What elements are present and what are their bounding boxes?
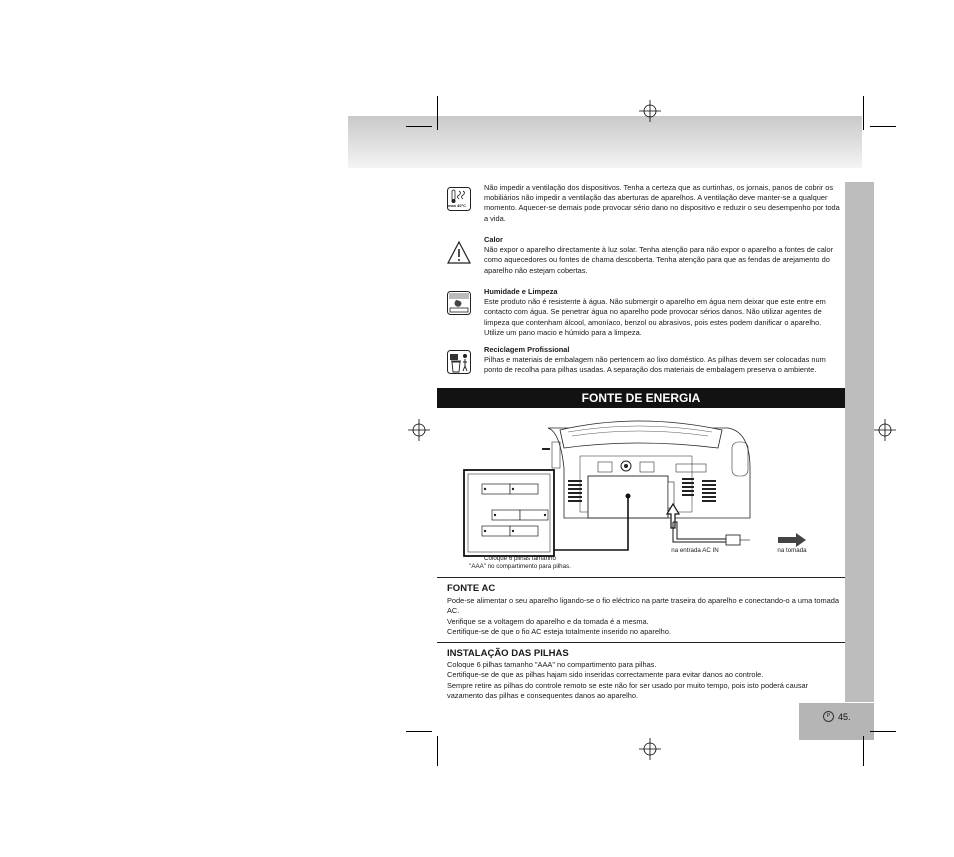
precaution-text: Não expor o aparelho directamente à luz solar. Tenha atenção para não expor o aparelho a fontes de calor como aquecedores ou fontes de chama descoberta. Tenha atenção para que as fendas de arejamento do aparelho não estejam cobertas. [484, 245, 834, 275]
diagram-illustration [460, 418, 820, 568]
power-supply-diagram [460, 418, 820, 568]
crop-mark [863, 96, 864, 130]
precaution-text: Pilhas e materiais de embalagem não pertencem ao lixo doméstico. As pilhas devem ser colocadas num ponto de recolha para pilhas usadas. A separação dos materiais de embalagem preserva o ambiente. [484, 355, 826, 375]
crop-mark [863, 736, 864, 766]
precaution-text: Este produto não é resistente à água. Não submergir o aparelho em água nem deixar que este entre em contacto com água. Se penetrar água no aparelho pode provocar sérios danos. Não utilizar agentes de limpeza que contenham álcool, amoníaco, benzol ou abrasivos, pois estes podem danificar o aparelho. Utilize um pano macio e húmido para a limpeza. [484, 297, 826, 337]
water-drop-icon [447, 291, 471, 315]
precaution-heat [484, 235, 840, 276]
body-line: Pode-se alimentar o seu aparelho ligando-se o fio eléctrico na parte traseira do aparelho e conectando-o a uma tomada AC. [447, 596, 839, 616]
section-title-pilhas: INSTALAÇÃO DAS PILHAS [447, 648, 569, 659]
icon-text: max 40°C [448, 203, 467, 208]
crop-mark [437, 96, 438, 130]
warning-triangle-icon [447, 241, 471, 265]
language-code-badge: P [823, 711, 834, 722]
header-band [348, 116, 862, 168]
precaution-heading: Humidade e Limpeza [484, 287, 558, 296]
crop-mark [406, 126, 432, 127]
precaution-ventilation [484, 183, 840, 224]
socket-label: na tomada [777, 547, 807, 554]
recycling-bin-icon [447, 350, 471, 374]
body-line: Sempre retire as pilhas do controle remoto se este não for ser usado por muito tempo, pois isto poderá causar vazamento das pilhas e consequentes danos ao aparelho. [447, 680, 809, 700]
section-body-pilhas [447, 660, 842, 701]
section-body-fonte-ac [447, 596, 842, 637]
page-number: 45. [838, 712, 851, 722]
side-band [845, 182, 874, 702]
precaution-heading: Calor [484, 235, 503, 244]
ac-in-label: na entrada AC IN [671, 547, 719, 554]
section-divider [437, 642, 845, 643]
registration-mark-icon [408, 419, 430, 441]
battery-caption-line: "AAA" no compartimento para pilhas. [469, 563, 571, 570]
crop-mark [870, 731, 896, 732]
page-number-box [799, 703, 874, 740]
body-line: Certifique-se de que as pilhas hajam sido inseridas correctamente para evitar danos ao controle. [447, 670, 764, 680]
section-divider [437, 577, 845, 578]
body-line: Verifique se a voltagem do aparelho e da tomada é a mesma. [447, 616, 649, 626]
precaution-recycling [484, 345, 840, 376]
registration-mark-icon [639, 100, 661, 122]
precaution-humidity [484, 287, 840, 338]
body-line: Certifique-se de que o fio AC esteja totalmente inserido no aparelho. [447, 626, 671, 636]
crop-mark [870, 126, 896, 127]
battery-caption-line: Coloque 6 pilhas tamanho [484, 555, 556, 562]
registration-mark-icon [874, 419, 896, 441]
registration-mark-icon [639, 738, 661, 760]
body-line: Coloque 6 pilhas tamanho "AAA" no compartimento para pilhas. [447, 660, 657, 669]
precaution-text: Não impedir a ventilação dos dispositivos. Tenha a certeza que as curtinhas, os jornais, panos de cobrir os mobiliários não impedir a ventilação das aberturas de aparelhos. A ventilação deve manter-se a qualquer momento. Aquecer-se demais pode provocar sério dano no dispositivo e reduzir o seu desempenho por toda a vida. [484, 183, 840, 223]
section-banner: FONTE DE ENERGIA [437, 388, 845, 408]
section-title-fonte-ac: FONTE AC [447, 583, 496, 594]
battery-caption [460, 555, 580, 571]
crop-mark [406, 731, 432, 732]
precaution-heading: Reciclagem Profissional [484, 345, 570, 354]
crop-mark [437, 736, 438, 766]
